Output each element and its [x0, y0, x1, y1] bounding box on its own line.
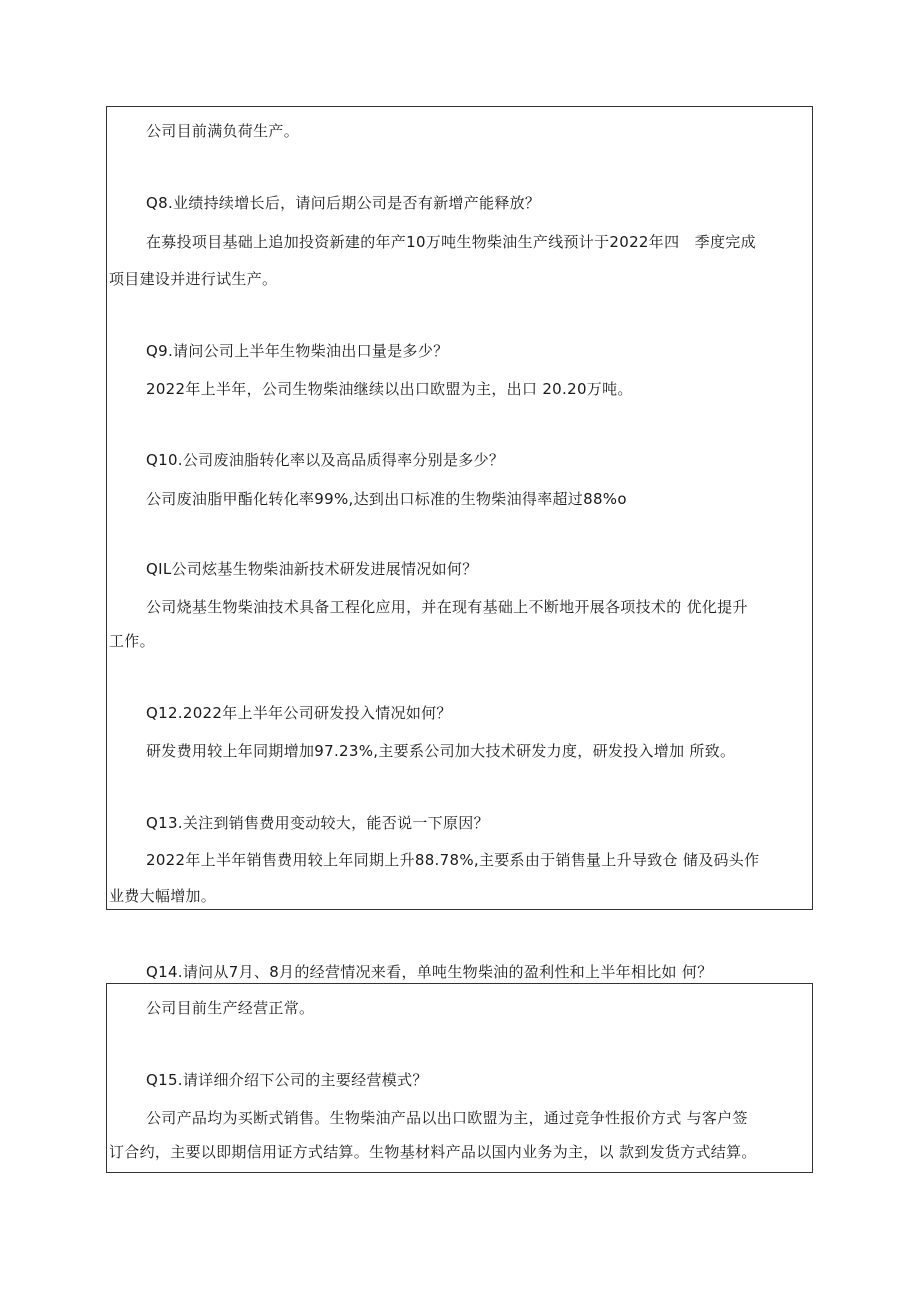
answer-q15-line2: 订合约，主要以即期信用证方式结算。生物基材料产品以国内业务为主，以 款到发货方式结算。	[109, 1143, 757, 1161]
answer-q8-line2: 项目建设并进行试生产。	[109, 270, 278, 288]
answer-q13-line2: 业费大幅增加。	[109, 887, 217, 905]
question-q15: Q15.请详细介绍下公司的主要经营模式？	[146, 1071, 428, 1089]
answer-q14: 公司目前生产经营正常。	[146, 999, 315, 1017]
question-q8: Q8.业绩持续增长后，请问后期公司是否有新增产能释放？	[146, 194, 541, 212]
question-q12: Q12.2022年上半年公司研发投入情况如何？	[146, 704, 452, 722]
question-q10: Q10.公司废油脂转化率以及高品质得率分别是多少？	[146, 451, 505, 469]
answer-q11-line2: 工作。	[109, 632, 155, 650]
answer-q10: 公司废油脂甲酯化转化率99%,达到出口标准的生物柴油得率超过88%o	[146, 490, 627, 508]
answer-q8-line1: 在募投项目基础上追加投资新建的年产10万吨生物柴油生产线预计于2022年四 季度完成	[146, 233, 756, 251]
answer-q13-line1: 2022年上半年销售费用较上年同期上升88.78%,主要系由于销售量上升导致仓 储及码头作	[146, 851, 760, 869]
answer-q12: 研发费用较上年同期增加97.23%,主要系公司加大技术研发力度，研发投入增加 所致。	[146, 742, 736, 760]
answer-q9: 2022年上半年，公司生物柴油继续以出口欧盟为主，出口 20.20万吨。	[146, 380, 633, 398]
answer-q11-line1: 公司烧基生物柴油技术具备工程化应用，并在现有基础上不断地开展各项技术的 优化提升	[146, 598, 748, 616]
question-q9: Q9.请问公司上半年生物柴油出口量是多少？	[146, 342, 449, 360]
question-q13: Q13.关注到销售费用变动较大，能否说一下原因？	[146, 814, 489, 832]
question-q14: Q14.请问从7月、8月的经营情况来看，单吨生物柴油的盈利性和上半年相比如 何？	[146, 963, 713, 981]
answer-q7-tail: 公司目前满负荷生产。	[146, 122, 300, 140]
qa-table-box-2	[106, 983, 813, 1173]
qa-table-box-1	[106, 106, 813, 910]
answer-q15-line1: 公司产品均为买断式销售。生物柴油产品以出口欧盟为主，通过竞争性报价方式 与客户签	[146, 1109, 748, 1127]
question-q11: QIL公司炫基生物柴油新技术研发进展情况如何？	[146, 560, 478, 578]
